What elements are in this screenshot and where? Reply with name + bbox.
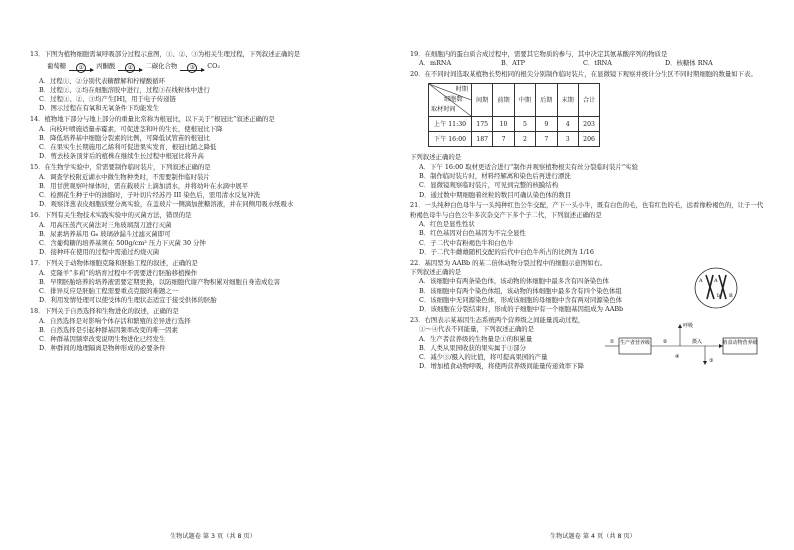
q13-option-a: A．过程①、②分别代表糖酵解和柠檬酸循环 xyxy=(39,76,166,85)
q16-option-d: D．接种环在使用的过程中需通过灼烧灭菌 xyxy=(39,248,160,257)
q16-stem: 16．下列有关生物技术实践实验中的灭菌方法，错误的是 xyxy=(30,211,192,220)
q22-option-c: C．该细胞中无同源染色体，形成该细胞的母细胞中含有两对同源染色体 xyxy=(419,295,622,304)
q15-option-d: D．观察洋葱表皮细胞质壁分离实验，在盖玻片一侧滴加蔗糖溶液，并在同侧用吸水纸吸水 xyxy=(39,200,294,209)
q22-stem: 22．基因型为 AABb 的某二倍体动物分裂过程中的细胞示意图如右。 xyxy=(410,258,607,267)
q13-option-b: B．过程①、②均在细胞溶胶中进行，过程③在线粒体中进行 xyxy=(39,85,210,94)
gene-label: B xyxy=(729,292,733,299)
q23-stem: 23．右图表示某基因生态系统两个营养级之间能量流动过程， xyxy=(410,315,585,324)
q17-stem: 17．下列关于动物体细胞克隆和胚胎工程的叙述，正确的是 xyxy=(30,259,198,268)
gene-label: A xyxy=(699,277,703,284)
q21-option-b: B．红色基因对白色基因为不完全显性 xyxy=(419,229,526,238)
table-cell: 3 xyxy=(557,132,578,147)
gene-label: A xyxy=(714,277,718,284)
q20-option-b: B．制作临时装片时，材料经解离和染色后再进行漂洗 xyxy=(419,171,571,180)
q13-option-d: D．图示过程在有氧和无氧条件下均能发生 xyxy=(39,104,160,113)
q17-option-d: D．利用发情处理可以使受体的生理状态适宜于接受供体的胚胎 xyxy=(39,296,217,305)
q23-block xyxy=(410,316,765,372)
table-cell: 203 xyxy=(578,117,599,132)
q19-option-c: C．tRNA xyxy=(583,59,612,68)
q23-energy-flow-diagram xyxy=(605,318,763,370)
intake-label: 摄入 xyxy=(691,338,703,345)
q21-stem: 21．一头纯种白色母牛与一头纯种红色公牛交配，产下一头小牛，既有白色的毛，也有红色的毛，远看像粉褐色的，让子一代粉褐色母牛与白色公牛多次杂交产下多个子二代，下列叙述正确的是 xyxy=(410,201,764,219)
q18-option-c: C．种群基因频率改变说明生物进化已经发生 xyxy=(39,335,166,344)
q22-option-d: D．该细胞在分裂结束时，形成的子细胞中有一个细胞基因组成为 AABb xyxy=(419,305,624,314)
gene-label: b xyxy=(717,292,721,299)
col-header: 末期 xyxy=(557,84,578,117)
q20-cell-count-table xyxy=(428,83,600,147)
row-label: 上午 11:30 xyxy=(429,117,472,132)
q18-stem: 18．下列关于自然选择和生物进化的叙述，正确的是 xyxy=(30,307,179,316)
node-co2: CO₂ xyxy=(207,62,220,71)
left-page xyxy=(30,50,385,354)
consumer-label: 植食动物营养级 xyxy=(722,339,758,346)
respiration-label: 呼吸 xyxy=(683,322,694,329)
q17-option-c: C．排异反应是胚胎工程需要重点克服的难题之一 xyxy=(39,287,179,296)
q14-stem: 14．植物地下部分与地上部分的重量比常称为根冠比，以下关于“根冠比”叙述正确的是 xyxy=(30,115,275,124)
q23-lead: ①～④代表不同能量，下列叙述正确的是 xyxy=(419,325,535,334)
q14-option-a: A．向枝叶喷施适量赤霉素，可促进茎和叶的生长，使根冠比下降 xyxy=(39,124,223,133)
arrow-step-3: ③ xyxy=(180,63,204,71)
table-cell: 9 xyxy=(536,117,557,132)
right-page xyxy=(410,50,765,372)
node-glucose: 葡萄糖 xyxy=(47,62,67,71)
table-cell: 4 xyxy=(557,117,578,132)
q22-option-b: B．该细胞中有两个染色体组，该动物的体细胞中最多含有四个染色体组 xyxy=(419,286,622,295)
q22-lead: 下列叙述正确的是 xyxy=(410,267,462,276)
flow-num: ③ xyxy=(709,357,714,364)
col-header: 合计 xyxy=(578,84,599,117)
q13-stem: 13．下图为植物细胞需氧呼吸部分过程示意图，①、②、③为相关生理过程，下列叙述正确的是 xyxy=(30,50,301,58)
q14-option-d: D．剪去枝条顶芽后的植株在继续生长过程中根冠比将升高 xyxy=(39,152,204,161)
q13-option-c: C．过程①、②、③均产生[H]，用于电子传递链 xyxy=(39,95,176,104)
q20-option-d: D．通过数中期细胞着丝粒的数目可确认染色体的数目 xyxy=(419,190,572,199)
q18-option-a: A．自然选择是对影响个体存活和繁殖的差异进行选择 xyxy=(39,316,191,325)
q20-option-a: A．下午 16:00 取材更适合进行“制作并观察植物根尖有丝分裂临时装片”实验 xyxy=(419,162,638,171)
q22-cell-diagram xyxy=(693,265,739,311)
q15-stem: 15．在生物学实验中，常需要制作临时装片，下列叙述正确的是 xyxy=(30,163,211,172)
q23-option-a: A．生产者营养级的生物量是①的积累量 xyxy=(419,334,533,343)
producer-label: 生产者营养级 xyxy=(619,339,651,346)
q14-option-b: B．降低培养基中细胞分裂素的比例，可降低试管苗的根冠比 xyxy=(39,133,210,142)
q21-option-c: C．子二代中有粉褐色牛和白色牛 xyxy=(419,238,514,247)
q19-option-d: D．核糖体 RNA xyxy=(665,59,713,68)
q17-option-a: A．克隆羊“多莉”的培育过程中不需要进行胚胎移植操作 xyxy=(39,268,198,277)
table-cell: 175 xyxy=(472,117,493,132)
right-page-footer: 生物试题卷 第 4 页（共 8 页） xyxy=(550,533,636,540)
q19-option-b: B．ATP xyxy=(501,59,525,68)
q23-option-c: C．减少③/摄入的比值，将可提高果园的产量 xyxy=(419,353,548,362)
table-cell: 7 xyxy=(493,132,514,147)
q20-stem: 20．在不同时间选取某植物长势相同的根尖分别制作临时装片，在显微镜下观察并统计分生区不同时期细胞的数量如下表。 xyxy=(410,70,757,79)
diag-label-time: 取材时间 xyxy=(431,106,456,114)
q19-option-a: A．mRNA xyxy=(419,59,452,68)
left-page-footer: 生物试题卷 第 3 页（共 8 页） xyxy=(170,533,256,540)
table-cell: 206 xyxy=(578,132,599,147)
q22-block xyxy=(410,259,765,315)
q19-stem: 19．在细胞内的蛋白质合成过程中，需要其它物质的参与，其中决定其氨基酸序列的物质是 xyxy=(410,50,668,58)
table-cell: 7 xyxy=(536,132,557,147)
q22-option-a: A．该细胞中有两条染色体，该动物的体细胞中最多含有四条染色体 xyxy=(419,277,609,286)
col-header: 前期 xyxy=(493,84,514,117)
col-header: 中期 xyxy=(514,84,535,117)
table-diagonal-header xyxy=(429,84,472,117)
q21-option-d: D．子二代牛雌雄随机交配的后代中白色牛所占的比例为 1/16 xyxy=(419,247,594,256)
table-cell: 10 xyxy=(493,117,514,132)
q16-option-c: C．含葡萄糖的培养基须在 500g/cm² 压力下灭菌 30 分钟 xyxy=(39,239,206,248)
diag-label-count: 细胞数 xyxy=(444,96,463,104)
flow-num: ② xyxy=(662,338,668,345)
q21-option-a: A．红色是显性性状 xyxy=(419,219,475,228)
q19-options xyxy=(419,59,765,68)
q18-option-d: D．种群间的地理隔离是物种形成的必要条件 xyxy=(39,344,166,353)
q20-lead: 下列叙述正确的是 xyxy=(410,153,462,162)
flow-num: ④ xyxy=(675,353,680,360)
table-row xyxy=(429,117,600,132)
arrow-step-1: ① xyxy=(69,63,93,71)
table-cell: 2 xyxy=(514,132,535,147)
q15-option-c: C．检测花生种子中的油脂时，子叶切片经苏丹 III 染色后，需用清水反复冲洗 xyxy=(39,191,261,200)
row-label: 下午 16:00 xyxy=(429,132,472,147)
flow-num: ① xyxy=(609,338,615,345)
q20-option-c: C．显微镜观察临时装片，可见到完整的核膜结构 xyxy=(419,181,559,190)
table-cell: 187 xyxy=(472,132,493,147)
q14-option-c: C．在果实生长期施用乙烯利可促进果实发育，根冠比随之降低 xyxy=(39,143,217,152)
table-cell: 5 xyxy=(514,117,535,132)
table-row xyxy=(429,132,600,147)
q23-option-b: B．人类从果园收获的果实属于③部分 xyxy=(419,343,526,352)
diag-label-phase: 时期 xyxy=(455,86,468,94)
node-pyruvate: 丙酮酸 xyxy=(96,62,116,71)
node-c2-compound: 二碳化合物 xyxy=(145,62,178,71)
q13-respiration-diagram xyxy=(46,62,385,71)
q15-option-a: A．调查学校附近湖水中微生物种类时，不需要制作临时装片 xyxy=(39,172,210,181)
q16-option-a: A．用高压蒸汽灭菌法对三角玻璃刮刀进行灭菌 xyxy=(39,220,172,229)
q17-option-b: B．早期胚胎培养的培养液需要定期更换，以防细胞代谢产物积累对细胞自身造成危害 xyxy=(39,277,281,286)
col-header: 后期 xyxy=(536,84,557,117)
q23-option-d: D．增加植食动物呼吸，将使两营养级间能量传递效率下降 xyxy=(419,362,584,371)
col-header: 间期 xyxy=(472,84,493,117)
q18-option-b: B．自然选择是引起种群基因频率改变的唯一因素 xyxy=(39,325,178,334)
arrow-step-2: ② xyxy=(118,63,142,71)
q16-option-b: B．尿素培养基用 G₆ 玻璃砂漏斗过滤灭菌即可 xyxy=(39,229,171,238)
q15-option-b: B．用甘蔗观察叶绿体时，需在载玻片上滴加清水，并将幼叶在水滴中展平 xyxy=(39,181,249,190)
